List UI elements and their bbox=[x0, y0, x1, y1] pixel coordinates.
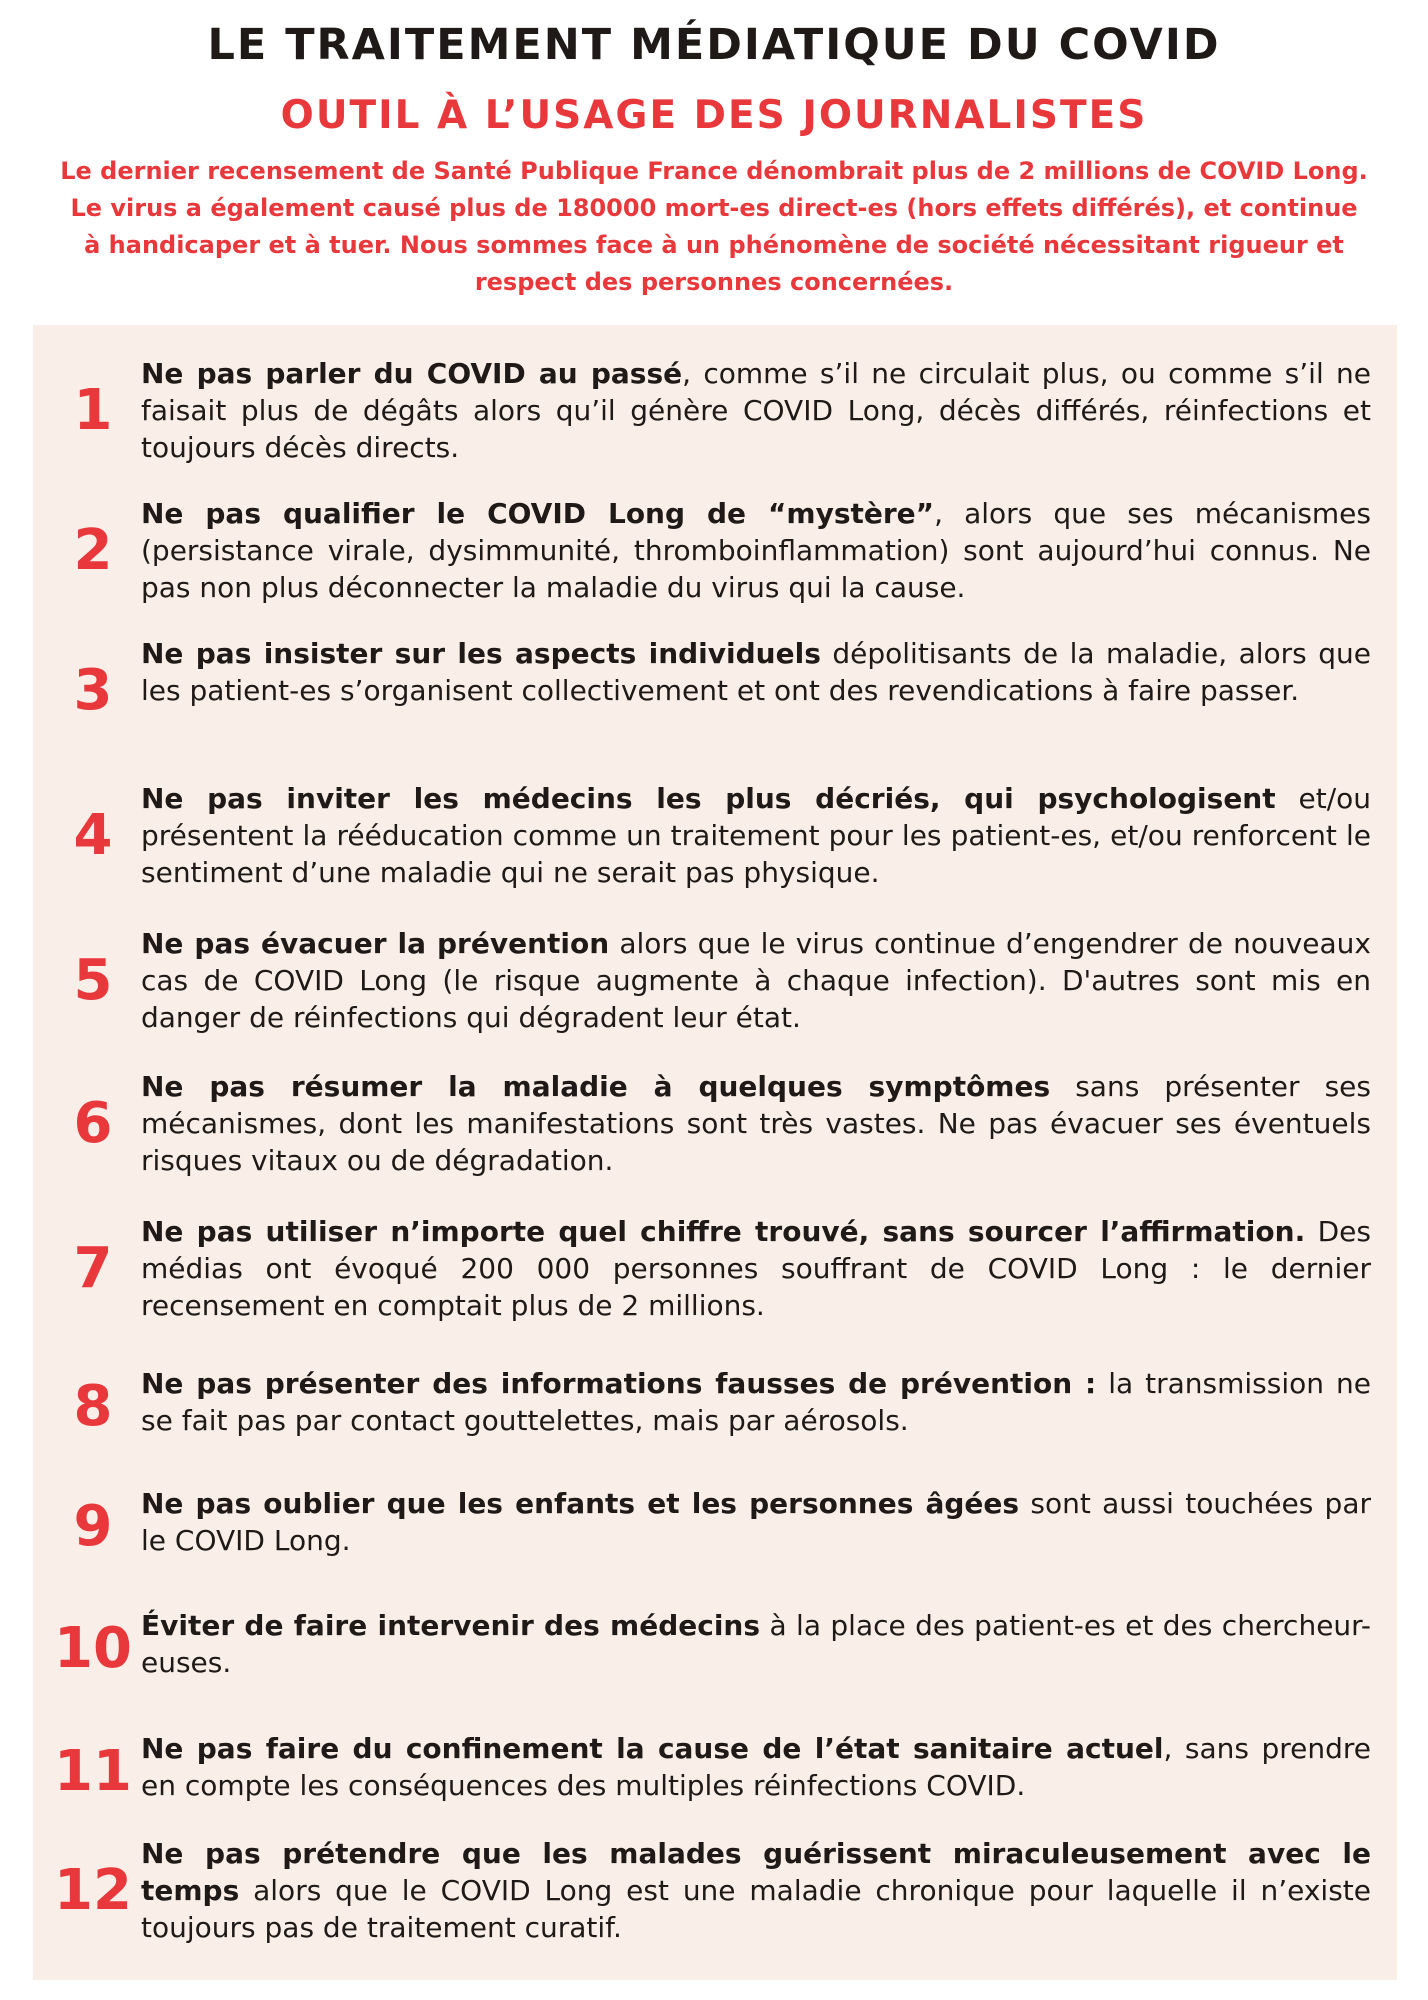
guideline-rest: , sans prendre en compte les conséquences des multiples réinfections COVID. bbox=[141, 1732, 1371, 1802]
guideline-rest: la transmission ne se fait pas par contact gouttelettes, mais par aérosols. bbox=[141, 1367, 1371, 1437]
guideline-bold: Ne pas parler du COVID au passé bbox=[141, 357, 683, 390]
guideline-bold: Ne pas oublier que les enfants et les personnes âgées bbox=[141, 1487, 1020, 1520]
guideline-rest: à la place des patient-es et des chercheur-euses. bbox=[141, 1609, 1371, 1679]
guideline-number: 9 bbox=[73, 1494, 113, 1559]
guideline-rest: , alors que ses mécanismes (persistance virale, dysimmunité, thromboinflammation) sont aujourd’hui connus. Ne pas non plus déconnecter la maladie du virus qui la cause. bbox=[141, 497, 1371, 604]
guideline-bold: Ne pas insister sur les aspects individuels bbox=[141, 637, 821, 670]
page-subtitle: OUTIL À L’USAGE DES JOURNALISTES bbox=[280, 93, 1148, 138]
guideline-number: 3 bbox=[73, 658, 113, 723]
guideline-bold: Ne pas prétendre que les malades guérissent miraculeusement avec le temps bbox=[141, 1837, 1371, 1907]
guideline-rest: sans présenter ses mécanismes, dont les manifestations sont très vastes. Ne pas évacuer ses éventuels risques vitaux ou de dégradation. bbox=[141, 1070, 1372, 1177]
guideline-text bbox=[141, 635, 1371, 709]
guideline-text bbox=[141, 1365, 1371, 1439]
guideline-rest: , comme s’il ne circulait plus, ou comme s’il ne faisait plus de dégâts alors qu’il génère COVID Long, décès différés, réinfections et toujours décès directs. bbox=[141, 357, 1372, 464]
guideline-rest: dépolitisants de la maladie, alors que les patient-es s’organisent collectivement et ont des revendications à faire passer. bbox=[141, 637, 1371, 707]
guideline-number: 4 bbox=[73, 803, 113, 868]
guideline-number: 12 bbox=[54, 1858, 132, 1923]
guideline-number: 7 bbox=[73, 1236, 113, 1301]
guideline-text bbox=[141, 1485, 1371, 1559]
guideline-number: 11 bbox=[54, 1739, 132, 1804]
guideline-rest: et/ou présentent la rééducation comme un traitement pour les patient-es, et/ou renforcent le sentiment d’une maladie qui ne serait pas physique. bbox=[141, 782, 1371, 889]
intro-paragraph: Le dernier recensement de Santé Publique France dénombrait plus de 2 millions de COVID Long. Le virus a également causé plus de 180000 mort-es direct-es (hors effets différés), et continue à handicaper et à tuer. Nous sommes face à un phénomène de société nécessitant rigueur et respect des personnes concernées. bbox=[60, 157, 1368, 296]
guideline-rest: sont aussi touchées par le COVID Long. bbox=[141, 1487, 1372, 1557]
guideline-number: 6 bbox=[73, 1091, 113, 1156]
guideline-number: 8 bbox=[73, 1374, 113, 1439]
guideline-bold: Ne pas faire du confinement la cause de l’état sanitaire actuel bbox=[141, 1732, 1164, 1765]
guideline-rest: Des médias ont évoqué 200 000 personnes souffrant de COVID Long : le dernier recensement en comptait plus de 2 millions. bbox=[141, 1215, 1371, 1322]
guideline-bold: Ne pas qualifier le COVID Long de “mystère” bbox=[141, 497, 935, 530]
guidelines-panel bbox=[33, 325, 1397, 1980]
guideline-text bbox=[141, 495, 1371, 606]
guideline-bold: Ne pas inviter les médecins les plus décriés, qui psychologisent bbox=[141, 782, 1276, 815]
guideline-number: 10 bbox=[54, 1616, 132, 1681]
guideline-text bbox=[141, 1730, 1371, 1804]
guideline-bold: Ne pas utiliser n’importe quel chiffre trouvé, sans sourcer l’affirmation. bbox=[141, 1215, 1306, 1248]
guideline-text bbox=[141, 780, 1371, 891]
guideline-text bbox=[141, 1835, 1371, 1946]
guideline-text bbox=[141, 1068, 1371, 1179]
guideline-rest: alors que le COVID Long est une maladie chronique pour laquelle il n’existe toujours pas de traitement curatif. bbox=[141, 1874, 1371, 1944]
guideline-text bbox=[141, 1607, 1371, 1681]
guideline-number: 5 bbox=[73, 948, 113, 1013]
guideline-text bbox=[141, 1213, 1371, 1324]
guideline-number: 1 bbox=[73, 378, 113, 443]
page-title: LE TRAITEMENT MÉDIATIQUE DU COVID bbox=[207, 20, 1221, 70]
guideline-bold: Ne pas évacuer la prévention bbox=[141, 927, 610, 960]
guideline-bold: Éviter de faire intervenir des médecins bbox=[141, 1609, 761, 1642]
guideline-number: 2 bbox=[73, 518, 113, 583]
guideline-bold: Ne pas résumer la maladie à quelques symptômes bbox=[141, 1070, 1051, 1103]
guideline-text bbox=[141, 355, 1371, 466]
guideline-rest: alors que le virus continue d’engendrer de nouveaux cas de COVID Long (le risque augmente à chaque infection). D'autres sont mis en danger de réinfections qui dégradent leur état. bbox=[141, 927, 1372, 1034]
guideline-bold: Ne pas présenter des informations fausses de prévention : bbox=[141, 1367, 1097, 1400]
guideline-text bbox=[141, 925, 1371, 1036]
